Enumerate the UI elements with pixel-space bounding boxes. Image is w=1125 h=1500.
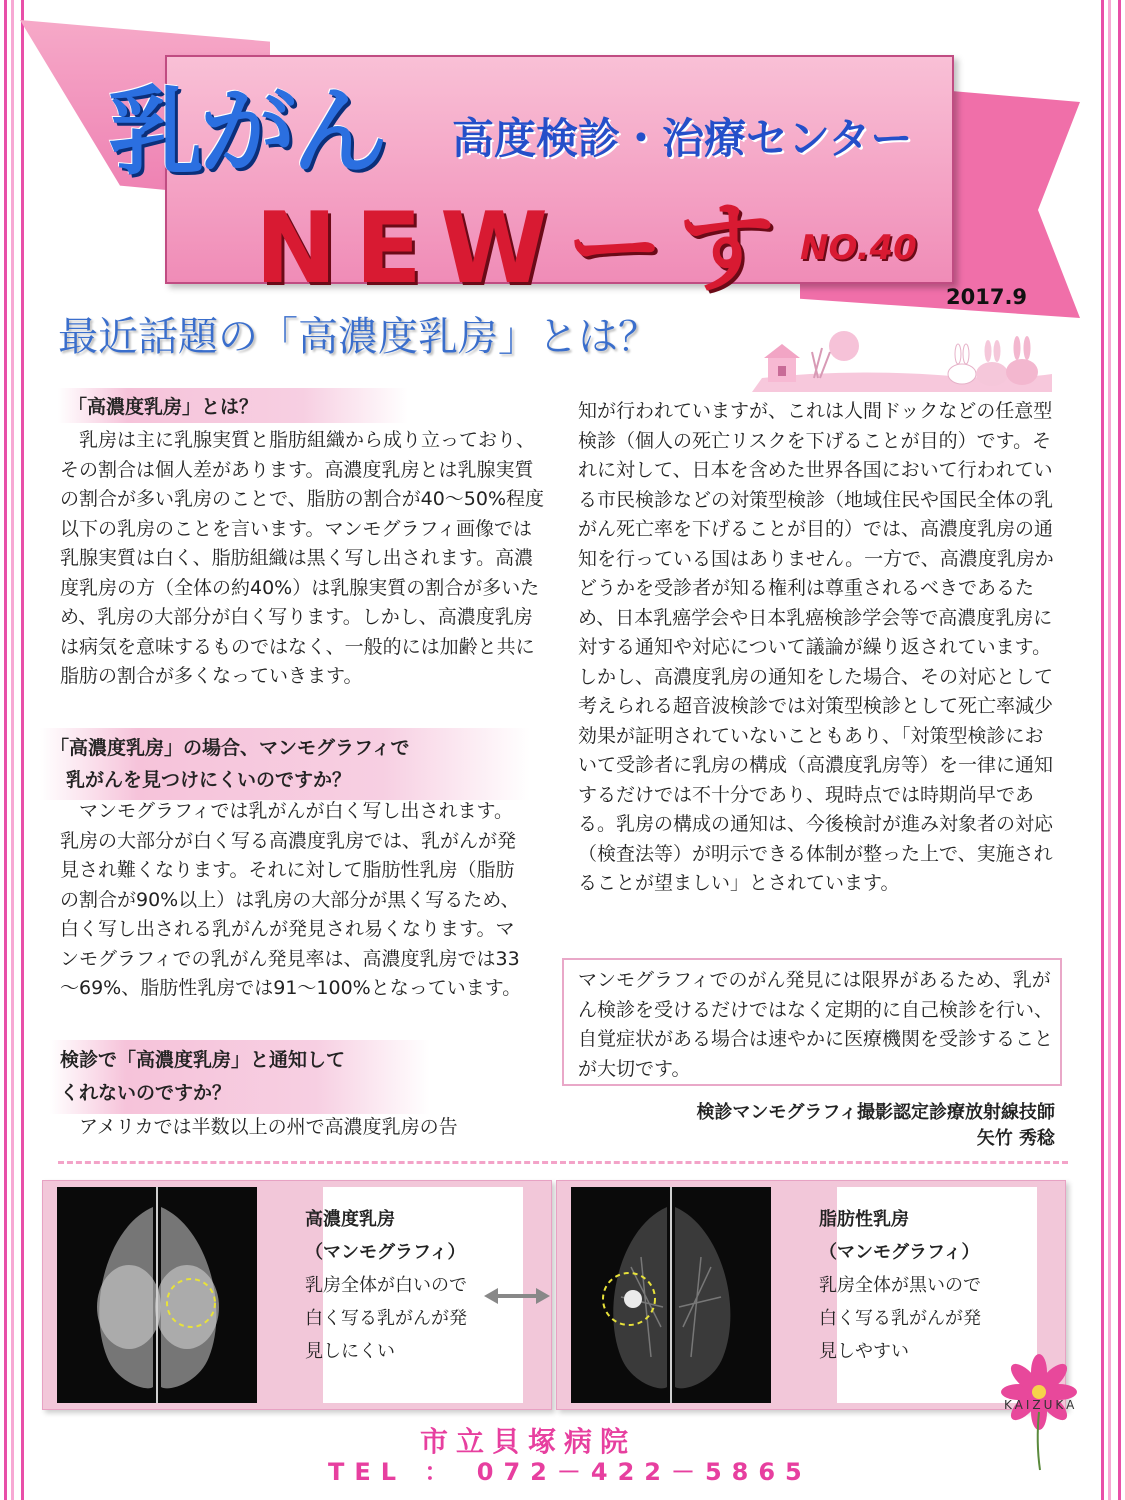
section-body-3: アメリカでは半数以上の州で高濃度乳房の告 bbox=[79, 1116, 458, 1138]
note-box: マンモグラフィでのがん発見には限界があるため、乳がん検診を受けるだけではなく定期的に自己検診を行い、自覚症状がある場合は速やかに医療機関を受診することが大切です。 bbox=[562, 958, 1062, 1086]
caption-dense-desc2: 白く写る乳がんが発 bbox=[305, 1308, 467, 1329]
caption-fatty-desc3: 見しやすい bbox=[819, 1341, 909, 1362]
right-column-text: 知が行われていますが、これは人間ドックなどの任意型検診（個人の死亡リスクを下げることが目的）です。それに対して、日本を含めた世界各国において行われている市民検診などの対策型検診（地域住民や国民全体の乳がん死亡率を下げることが目的）では、高濃度乳房の通知を行っている国はありません。一方で、高濃度乳房かどうかを受診者が知る権利は尊重されるべきであるため、日本乳癌学会や日本乳癌検診学会等で高濃度乳房に対する通知や対応について議論が繰り返されています。しかし、高濃度乳房の通知をした場合、その対応として考えられる超音波検診では対策型検診として死亡率減少効果が証明されていないこともあり、「対策型検診において受診者に乳房の構成（高濃度乳房等）を一律に通知するだけでは不十分であり、現時点では時期尚早である。乳房の構成の通知は、今後検討が進み対象者の対応（検査法等）が明示できる体制が整った上で、実施されることが望ましい」とされています。 bbox=[578, 400, 1054, 894]
issue-number: NO.40 bbox=[800, 228, 917, 268]
section-heading-3 bbox=[50, 1040, 430, 1114]
issue-date: 2017.9 bbox=[946, 285, 1028, 309]
section-heading-2-line2: 乳がんを見つけにくいのですか？ bbox=[66, 769, 352, 791]
title-main: 乳がん bbox=[108, 76, 384, 188]
logo-text: KAIZUKA bbox=[1004, 1398, 1078, 1412]
caption-dense-label: 高濃度乳房 bbox=[305, 1209, 395, 1230]
caption-dense-desc1: 乳房全体が白いので bbox=[305, 1275, 467, 1296]
section-heading-3-line1: 検診で「高濃度乳房」と通知して bbox=[60, 1049, 346, 1071]
section-heading-2 bbox=[40, 728, 530, 800]
left-border bbox=[4, 0, 24, 1500]
section-heading-3-line2: くれないのですか？ bbox=[60, 1082, 232, 1104]
caption-fatty-label: 脂肪性乳房 bbox=[819, 1209, 909, 1230]
caption-fatty-desc1: 乳房全体が黒いので bbox=[819, 1275, 981, 1296]
page-headline: 最近話題の「高濃度乳房」とは？ bbox=[58, 314, 658, 360]
caption-fatty-desc2: 白く写る乳がんが発 bbox=[819, 1308, 981, 1329]
caption-fatty-sub: （マンモグラフィ） bbox=[819, 1242, 980, 1263]
caption-dense-desc3: 見しにくい bbox=[305, 1341, 395, 1362]
double-arrow-icon bbox=[484, 1285, 550, 1307]
caption-dense-sub: （マンモグラフィ） bbox=[305, 1242, 466, 1263]
image-panel-fatty bbox=[556, 1180, 1066, 1410]
section-heading-1: 「高濃度乳房」とは？ bbox=[58, 388, 408, 423]
section-heading-2-line1: 「高濃度乳房」の場合、マンモグラフィで bbox=[50, 737, 410, 759]
right-border bbox=[1101, 0, 1121, 1500]
section-body-1: 乳房は主に乳腺実質と脂肪組織から成り立っており、その割合は個人差があります。高濃度乳房とは乳腺実質の割合が多い乳房のことで、脂肪の割合が40～50%程度以下の乳房のことを言います。マンモグラフィ画像では乳腺実質は白く、脂肪組織は黒く写し出されます。高濃度乳房の方（全体の約40%）は乳腺実質の割合が多いため、乳房の大部分が白く写ります。しかし、高濃度乳房は病気を意味するものではなく、一般的には加齢と共に脂肪の割合が多くなっていきます。 bbox=[60, 429, 545, 687]
caption-dense bbox=[305, 1203, 505, 1368]
caption-fatty bbox=[819, 1203, 1019, 1368]
hospital-name: 市立貝塚病院 bbox=[420, 1425, 637, 1458]
image-panel-dense bbox=[42, 1180, 552, 1410]
section-body-2: マンモグラフィでは乳がんが白く写し出されます。乳房の大部分が白く写る高濃度乳房では、乳がんが発見され難くなります。それに対して脂肪性乳房（脂肪の割合が90%以上）は乳房の大部分が黒く写るため、白く写し出される乳がんが発見され易くなります。マンモグラフィでの乳がん発見率は、高濃度乳房では33～69%、脂肪性乳房では91～100%となっています。 bbox=[60, 800, 522, 999]
author-name: 矢竹 秀稔 bbox=[976, 1128, 1055, 1149]
dashed-divider bbox=[58, 1161, 1068, 1164]
cosmos-flower-logo bbox=[996, 1352, 1082, 1472]
mammogram-fatty-image bbox=[571, 1187, 771, 1403]
moon-rabbit-illustration bbox=[752, 318, 1052, 392]
hospital-phone: TEL ： 072－422－5865 bbox=[328, 1458, 812, 1486]
author-title: 検診マンモグラフィ撮影認定診療放射線技師 bbox=[696, 1102, 1055, 1123]
title-news: NEWーす bbox=[255, 192, 794, 306]
mammogram-dense-image bbox=[57, 1187, 257, 1403]
title-sub: 高度検診・治療センター bbox=[452, 114, 913, 163]
